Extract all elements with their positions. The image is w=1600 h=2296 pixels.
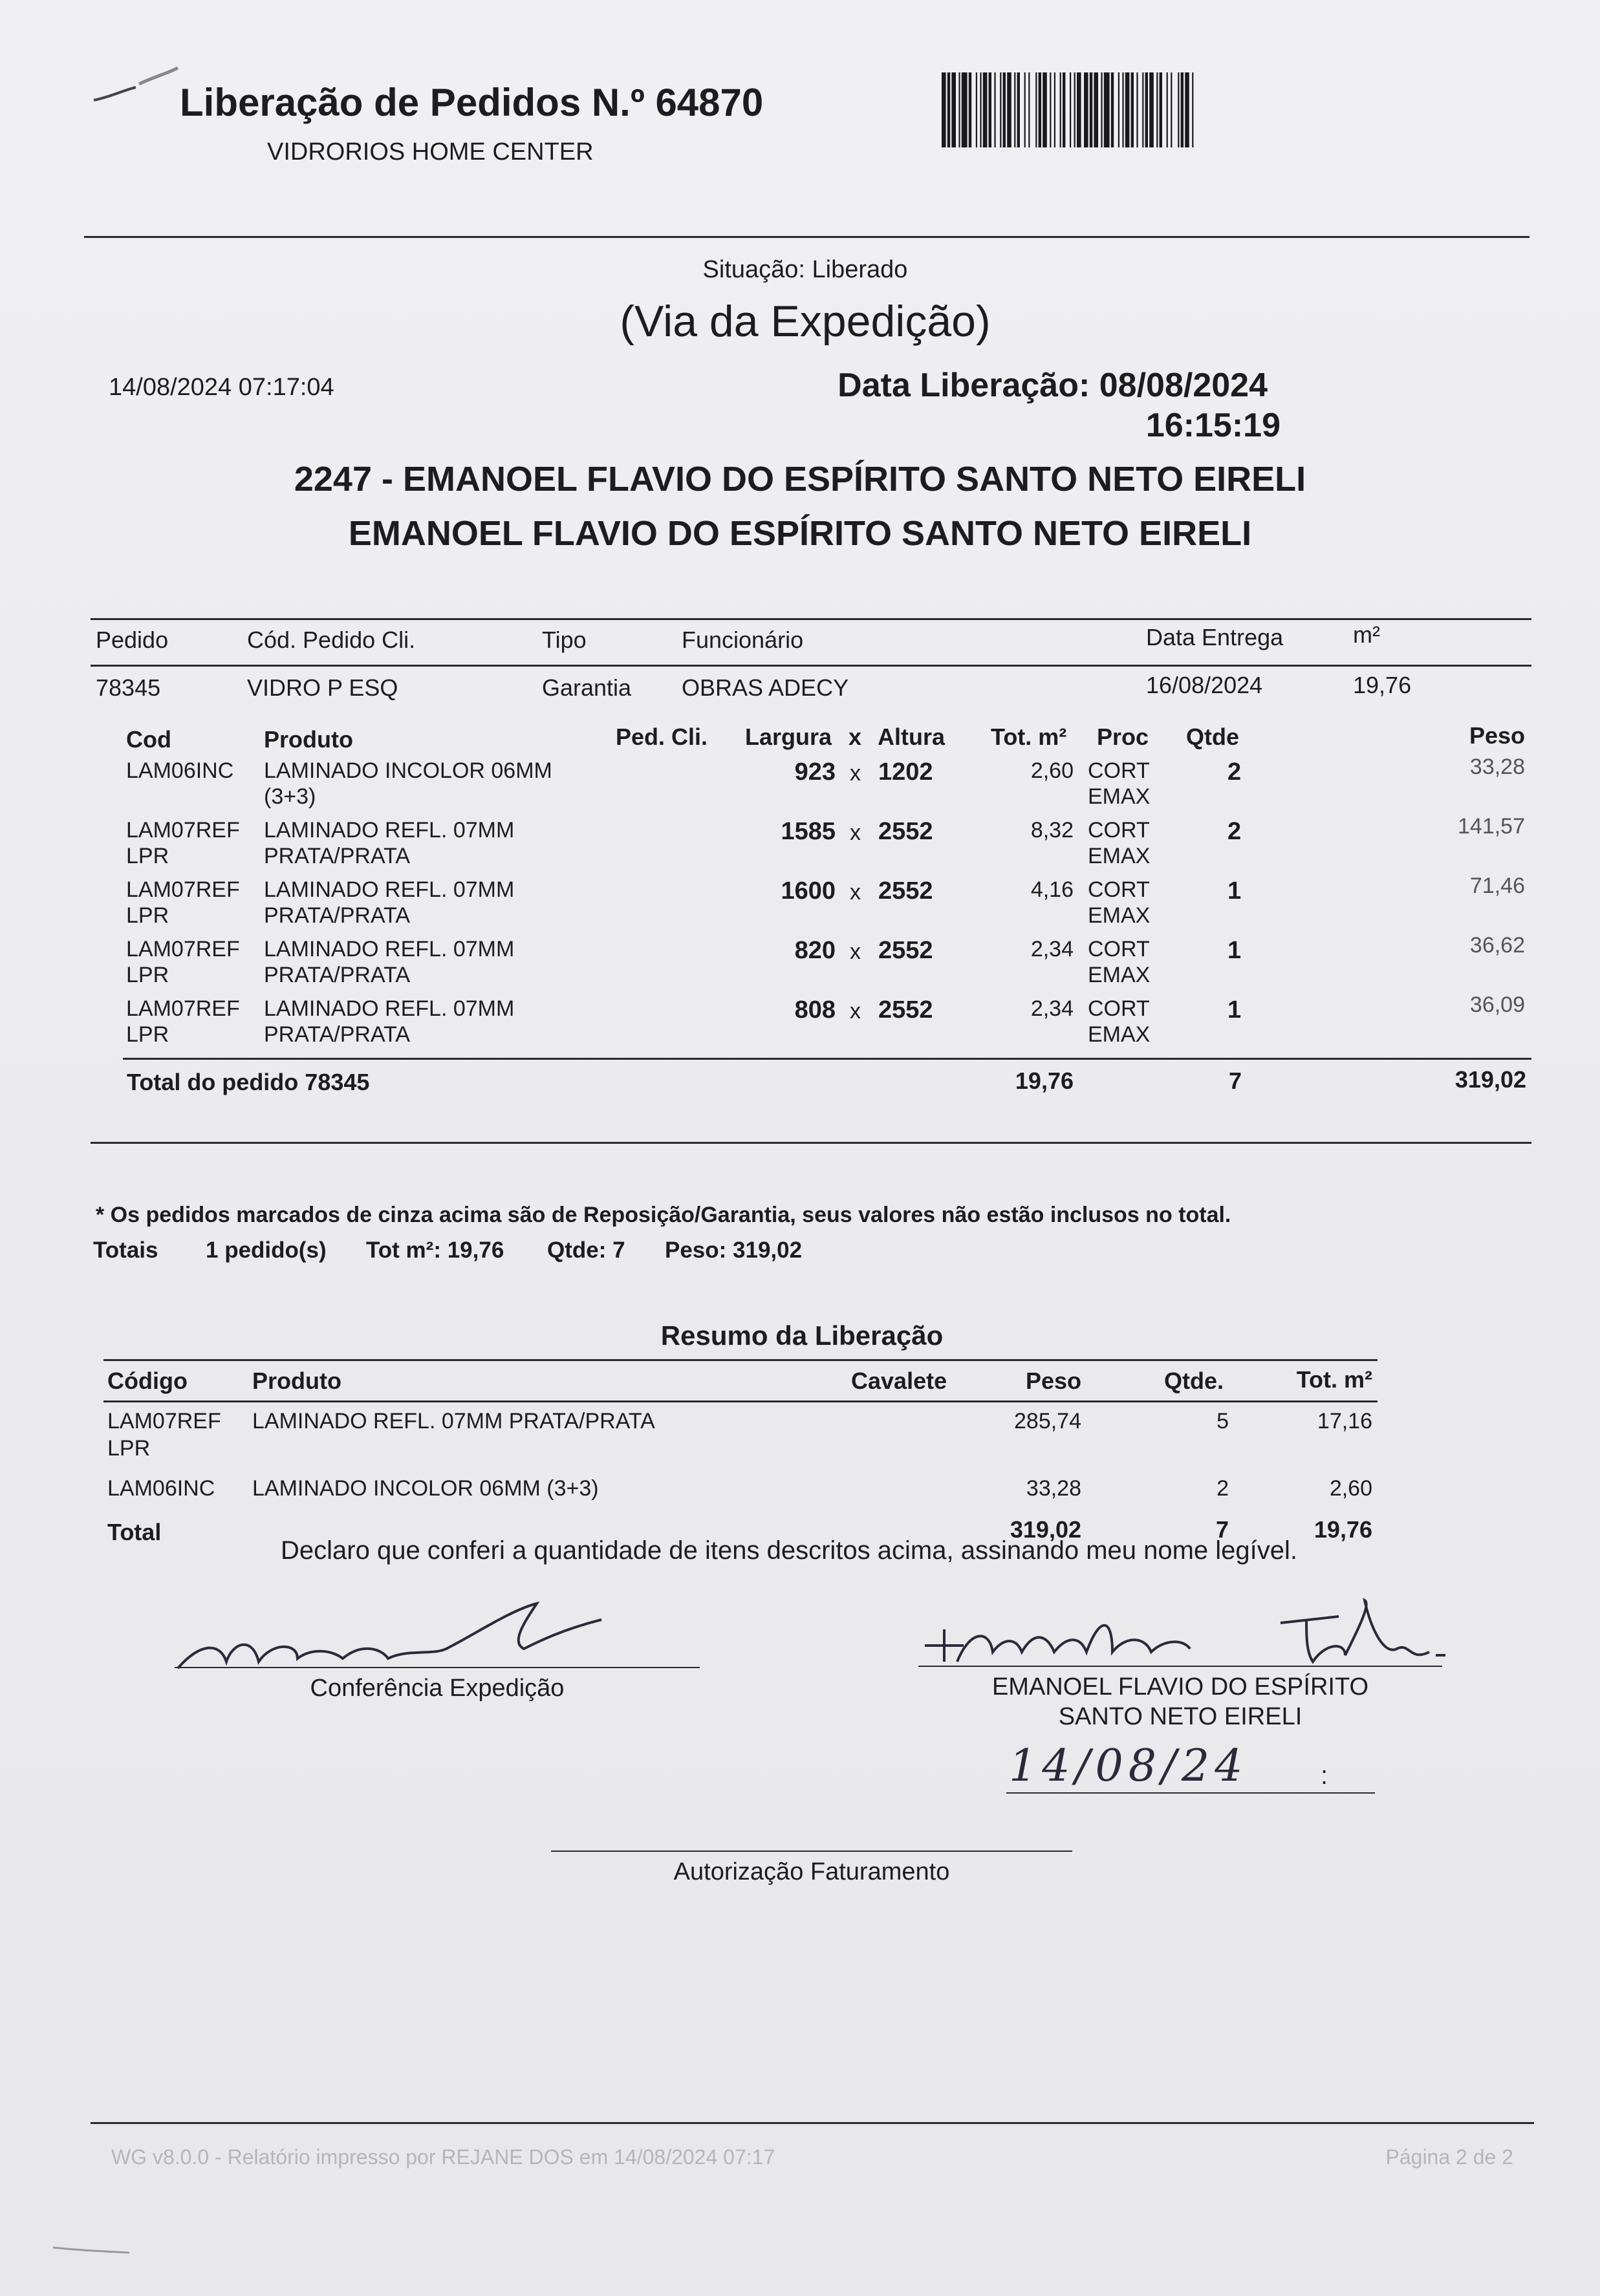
summary-qtde: 5: [1216, 1409, 1229, 1433]
items-col-altura: Altura: [878, 724, 946, 750]
item-tot-m2: 4,16: [1030, 877, 1074, 902]
barcode-bar: [1181, 72, 1184, 147]
item-proc: CORT: [1088, 996, 1150, 1021]
item-produto-cont: PRATA/PRATA: [264, 963, 411, 987]
barcode-bar: [994, 72, 995, 147]
item-proc: CORT: [1088, 818, 1150, 842]
barcode-bar: [1160, 72, 1162, 147]
item-proc-cont: EMAX: [1088, 1022, 1151, 1047]
item-qtde: 1: [1227, 937, 1242, 964]
summary-title: Resumo da Liberação: [660, 1320, 944, 1351]
item-altura: 2552: [878, 996, 933, 1024]
signature-client: [918, 1591, 1449, 1675]
summary-total-peso: 319,02: [1010, 1516, 1081, 1543]
item-tot-m2: 2,60: [1030, 758, 1074, 783]
item-produto: LAMINADO REFL. 07MM: [264, 818, 515, 842]
barcode-bar: [1007, 72, 1011, 147]
item-cod: LAM07REF: [126, 818, 240, 842]
barcode-bar: [989, 72, 991, 147]
item-cod: LAM07REF: [126, 996, 240, 1021]
barcode-bar: [1156, 72, 1158, 147]
summary-col-qtde: Qtde.: [1164, 1368, 1224, 1394]
summary-codigo: LAM06INC: [107, 1476, 215, 1501]
summary-col-codigo: Código: [107, 1368, 188, 1394]
time-separator: :: [1321, 1761, 1328, 1790]
items-col-tot-m2: Tot. m²: [991, 724, 1067, 750]
item-cod-cont: LPR: [126, 844, 169, 868]
barcode-bar: [1077, 72, 1081, 147]
time-underline: [1278, 1792, 1375, 1794]
totals-pedidos: 1 pedido(s): [206, 1238, 327, 1263]
employee: OBRAS ADECY: [682, 674, 849, 701]
summary-codigo-cont: LPR: [107, 1436, 151, 1461]
item-produto-cont: (3+3): [264, 784, 316, 809]
summary-qtde: 2: [1216, 1476, 1229, 1501]
footer-report-info: WG v8.0.0 - Relatório impresso por REJANE DOS em 14/08/2024 07:17: [111, 2145, 775, 2169]
barcode-bar: [1060, 72, 1061, 147]
barcode-bar: [1131, 72, 1134, 147]
document-title: Liberação de Pedidos N.º 64870: [180, 81, 764, 124]
order-m2: 19,76: [1353, 672, 1412, 698]
item-cod-cont: LPR: [126, 903, 169, 928]
signature-line-right: [918, 1666, 1442, 1667]
col-pedido: Pedido: [96, 627, 169, 653]
item-peso: 36,09: [1469, 992, 1525, 1017]
declaration-text: Declaro que conferi a quantidade de itens descritos acima, assinando meu nome legível.: [281, 1536, 1298, 1565]
signature-label-bottom: Autorização Faturamento: [673, 1858, 950, 1885]
summary-total-m2: 19,76: [1314, 1516, 1372, 1543]
items-col-qtde: Qtde: [1186, 724, 1240, 750]
barcode-bar: [1167, 72, 1168, 147]
replacement-note: * Os pedidos marcados de cinza acima são de Reposição/Garantia, seus valores não estão inclusos no total.: [96, 1203, 1231, 1227]
item-produto: LAMINADO REFL. 07MM: [264, 937, 515, 961]
barcode-bar: [969, 72, 971, 147]
barcode-bar: [1070, 72, 1071, 147]
barcode-bar: [1074, 72, 1076, 147]
item-produto-cont: PRATA/PRATA: [264, 1022, 411, 1047]
barcode-bar: [1039, 72, 1041, 147]
order-total-m2: 19,76: [1015, 1068, 1074, 1094]
barcode-bar: [1035, 72, 1037, 147]
barcode-bar: [1054, 72, 1055, 147]
order-header-rule: [91, 665, 1531, 667]
barcode-bar: [1111, 72, 1114, 147]
barcode-bar: [1104, 72, 1110, 147]
totals-qtde: Qtde: 7: [547, 1238, 625, 1263]
barcode-bar: [980, 72, 981, 147]
item-produto-cont: PRATA/PRATA: [264, 844, 411, 868]
item-peso: 141,57: [1458, 814, 1525, 839]
barcode-bar: [1090, 72, 1092, 147]
barcode-bar: [1122, 72, 1123, 147]
item-largura: 1600: [781, 877, 836, 905]
release-date: Data Liberação: 08/08/2024: [838, 367, 1268, 404]
barcode-bar: [976, 72, 977, 147]
barcode-bar: [1178, 72, 1179, 147]
signature-label-right-2: SANTO NETO EIRELI: [1058, 1703, 1303, 1730]
barcode-bar: [1043, 72, 1047, 147]
printed-at: 14/08/2024 07:17:04: [109, 374, 334, 401]
barcode-bar: [1136, 72, 1138, 147]
via-label: (Via da Expedição): [620, 297, 991, 346]
item-tot-m2: 8,32: [1030, 818, 1074, 842]
item-proc: CORT: [1088, 877, 1150, 902]
barcode-bar: [1149, 72, 1154, 147]
signature-conferencia: [175, 1597, 627, 1675]
order-total-qtde: 7: [1229, 1068, 1242, 1094]
totals-label: Totais: [93, 1238, 158, 1263]
signature-label-right-1: EMANOEL FLAVIO DO ESPÍRITO: [991, 1673, 1369, 1701]
item-qtde: 1: [1227, 996, 1242, 1024]
col-data-entrega: Data Entrega: [1146, 624, 1284, 650]
barcode-bar: [962, 72, 968, 147]
barcode-bar: [1171, 72, 1172, 147]
barcode-bar: [1094, 72, 1098, 147]
client-line-1: 2247 - EMANOEL FLAVIO DO ESPÍRITO SANTO NETO EIRELI: [294, 460, 1306, 499]
items-col-proc: Proc: [1097, 724, 1149, 750]
item-altura: 2552: [878, 877, 933, 905]
pen-mark: [91, 61, 188, 107]
summary-header-rule: [103, 1400, 1378, 1402]
barcode-bar: [1084, 72, 1088, 147]
order-section-bottom-rule: [91, 1142, 1531, 1144]
summary-col-cavalete: Cavalete: [851, 1368, 947, 1394]
barcode-bar: [1014, 72, 1015, 147]
item-produto: LAMINADO INCOLOR 06MM: [264, 758, 552, 783]
item-peso: 33,28: [1469, 755, 1525, 779]
item-proc: CORT: [1088, 937, 1150, 961]
summary-tot-m2: 2,60: [1329, 1476, 1372, 1501]
status-text: Situação: Liberado: [702, 256, 908, 283]
barcode-bar: [1024, 72, 1026, 147]
item-proc-cont: EMAX: [1088, 903, 1151, 928]
barcode-bar: [1145, 72, 1148, 147]
order-total-peso: 319,02: [1454, 1066, 1526, 1093]
barcode-bar: [1063, 72, 1065, 147]
item-qtde: 2: [1227, 758, 1242, 786]
summary-col-tot-m2: Tot. m²: [1296, 1366, 1372, 1393]
item-altura: 1202: [878, 758, 933, 786]
summary-peso: 33,28: [1026, 1476, 1081, 1501]
barcode-bar: [1000, 72, 1001, 147]
items-col-peso: Peso: [1469, 722, 1525, 749]
item-cod-cont: LPR: [126, 963, 169, 987]
items-col-produto: Produto: [264, 726, 353, 753]
order-number: 78345: [96, 674, 161, 701]
item-cod: LAM07REF: [126, 937, 240, 961]
item-produto: LAMINADO REFL. 07MM: [264, 877, 515, 902]
order-table-top-rule: [91, 618, 1531, 620]
item-produto: LAMINADO REFL. 07MM: [264, 996, 515, 1021]
items-col-x: x: [849, 724, 862, 750]
barcode-bar: [1185, 72, 1189, 147]
order-type: Garantia: [542, 674, 632, 701]
item-proc: CORT: [1088, 758, 1150, 783]
release-time: 16:15:19: [1145, 407, 1281, 444]
totals-m2: Tot m²: 19,76: [366, 1238, 504, 1263]
col-cod-pedido-cli: Cód. Pedido Cli.: [247, 627, 416, 653]
totals-peso: Peso: 319,02: [665, 1238, 803, 1263]
barcode-bar: [1050, 72, 1051, 147]
summary-tot-m2: 17,16: [1317, 1409, 1372, 1433]
summary-total-qtde: 7: [1215, 1516, 1229, 1543]
header-divider: [84, 236, 1530, 238]
barcode-bar: [1101, 72, 1102, 147]
item-x: x: [850, 821, 861, 845]
client-order-code: VIDRO P ESQ: [247, 674, 398, 701]
barcode-bar: [947, 72, 950, 147]
summary-col-peso: Peso: [1025, 1368, 1081, 1394]
barcode-bar: [1118, 72, 1119, 147]
item-altura: 2552: [878, 818, 933, 845]
signature-line-bottom: [551, 1851, 1072, 1852]
barcode-bar: [1142, 72, 1143, 147]
barcode-bar: [1125, 72, 1130, 147]
summary-peso: 285,74: [1014, 1409, 1081, 1433]
item-proc-cont: EMAX: [1088, 784, 1151, 809]
pen-mark-bottom: [52, 2244, 142, 2257]
date-underline: [1006, 1792, 1310, 1794]
barcode-bar: [1003, 72, 1006, 147]
item-altura: 2552: [878, 937, 933, 964]
client-line-2: EMANOEL FLAVIO DO ESPÍRITO SANTO NETO EIRELI: [348, 514, 1252, 553]
item-peso: 71,46: [1469, 874, 1525, 898]
item-x: x: [850, 761, 861, 786]
summary-col-produto: Produto: [252, 1368, 341, 1394]
company-name: VIDRORIOS HOME CENTER: [267, 138, 594, 166]
summary-top-rule: [103, 1359, 1378, 1361]
signature-label-left: Conferência Expedição: [310, 1675, 565, 1702]
delivery-date: 16/08/2024: [1146, 672, 1263, 698]
items-total-rule: [123, 1058, 1531, 1060]
barcode-bar: [983, 72, 988, 147]
barcode-bar: [942, 72, 946, 147]
item-produto-cont: PRATA/PRATA: [264, 903, 411, 928]
barcode-bar: [1028, 72, 1030, 147]
item-proc-cont: EMAX: [1088, 963, 1151, 987]
barcode: [942, 72, 1196, 149]
item-cod: LAM06INC: [126, 758, 234, 783]
item-largura: 1585: [781, 818, 836, 845]
col-m2: m²: [1353, 621, 1380, 648]
item-largura: 820: [794, 937, 836, 964]
barcode-bar: [1017, 72, 1020, 147]
signature-line-left: [175, 1667, 700, 1668]
footer-rule: [91, 2122, 1534, 2124]
summary-produto: LAMINADO INCOLOR 06MM (3+3): [252, 1476, 599, 1501]
item-tot-m2: 2,34: [1030, 937, 1074, 961]
item-tot-m2: 2,34: [1030, 996, 1074, 1021]
item-qtde: 2: [1227, 818, 1242, 845]
summary-produto: LAMINADO REFL. 07MM PRATA/PRATA: [252, 1409, 655, 1433]
item-x: x: [850, 939, 861, 964]
col-tipo: Tipo: [542, 627, 587, 653]
item-qtde: 1: [1227, 877, 1242, 905]
item-cod: LAM07REF: [126, 877, 240, 902]
summary-total-label: Total: [107, 1519, 162, 1545]
footer-page-number: Página 2 de 2: [1385, 2145, 1513, 2169]
handwritten-date: 14/08/24: [1009, 1741, 1248, 1792]
summary-codigo: LAM07REF: [107, 1409, 221, 1433]
item-cod-cont: LPR: [126, 1022, 169, 1047]
item-peso: 36,62: [1469, 933, 1525, 958]
col-funcionario: Funcionário: [682, 627, 804, 653]
barcode-bar: [1192, 72, 1193, 147]
order-total-label: Total do pedido 78345: [127, 1069, 370, 1095]
item-largura: 808: [794, 996, 836, 1024]
item-largura: 923: [794, 758, 836, 786]
item-x: x: [850, 999, 861, 1024]
item-proc-cont: EMAX: [1088, 844, 1151, 868]
barcode-bar: [951, 72, 956, 147]
items-col-largura: Largura: [745, 724, 832, 750]
items-col-ped-cli: Ped. Cli.: [616, 724, 708, 750]
items-col-cod: Cod: [126, 726, 171, 753]
item-x: x: [850, 880, 861, 905]
barcode-bar: [958, 72, 960, 147]
